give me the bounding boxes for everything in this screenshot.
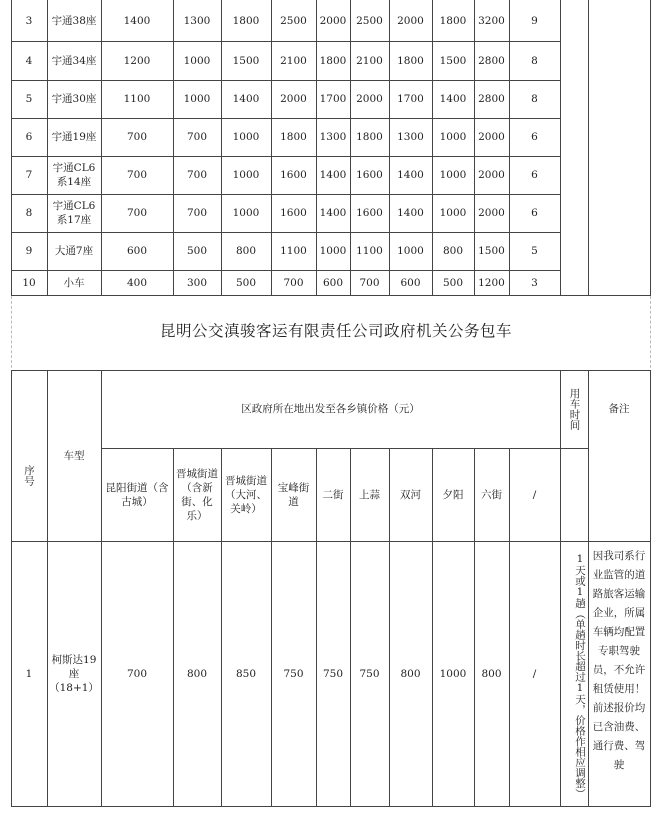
- price-cell: 700: [359, 276, 380, 289]
- price-cell: 2000: [478, 169, 505, 181]
- price-cell: 2000: [319, 14, 347, 27]
- header-destination: 上蒜: [359, 488, 380, 501]
- price-cell: 1000: [439, 169, 467, 181]
- vehicle-model: 柯斯达19座（18+1）: [49, 653, 99, 694]
- price-cell: 1400: [397, 207, 424, 219]
- table-column-border: [650, 370, 651, 807]
- price-cell: 700: [126, 131, 148, 143]
- price-cell: 750: [322, 667, 344, 680]
- header-destination: 双河: [400, 488, 421, 501]
- price-cell: 3200: [478, 14, 505, 27]
- row-number: 3: [25, 14, 33, 27]
- price-cell: 1700: [397, 93, 424, 105]
- price-cell: 1000: [232, 131, 260, 143]
- price-cell: 800: [186, 667, 208, 680]
- price-cell: 1500: [439, 54, 467, 67]
- row-number: 9: [25, 245, 33, 257]
- price-cell: 2000: [397, 14, 424, 27]
- price-cell: 1000: [183, 93, 211, 105]
- price-cell: 750: [359, 667, 380, 680]
- price-cell: 5: [531, 245, 538, 257]
- header-destination: 夕阳: [442, 488, 464, 501]
- price-cell: 1000: [397, 245, 424, 257]
- header-usage-time: 用车时间: [568, 388, 581, 430]
- price-cell: 1400: [123, 14, 151, 27]
- row-number: 1: [25, 667, 33, 680]
- document-title: 昆明公交滇骏客运有限责任公司政府机关公务包车: [159, 322, 512, 340]
- header-vehicle-model: 车型: [63, 449, 85, 462]
- price-cell: 400: [126, 276, 148, 289]
- header-destination: 晋城街道（大河、关岭）: [225, 474, 267, 515]
- price-cell: 1300: [397, 131, 424, 143]
- price-cell: 2100: [356, 54, 383, 67]
- remark-note: 因我司系行业监管的道路旅客运输企业，所属车辆均配置专职驾驶员，不允许租赁使用！前述报价均已含油费、通行费、驾驶: [592, 550, 646, 771]
- price-cell: 6: [531, 131, 538, 143]
- price-cell: 1200: [478, 276, 505, 289]
- price-cell: 1400: [319, 207, 347, 219]
- price-cell: 6: [531, 169, 538, 181]
- price-cell: 2500: [280, 14, 307, 27]
- vehicle-model: 宇通30座: [51, 93, 97, 105]
- row-number: 6: [25, 131, 33, 143]
- price-cell: 1100: [280, 245, 307, 257]
- price-cell: 1000: [232, 169, 260, 181]
- price-cell: 1300: [319, 131, 347, 143]
- price-cell: 6: [531, 207, 538, 219]
- price-cell: 2800: [478, 93, 505, 105]
- price-cell: 750: [283, 667, 304, 680]
- row-number: 10: [22, 276, 36, 289]
- price-cell: 700: [126, 207, 148, 219]
- row-number: 7: [25, 169, 33, 181]
- price-cell: 1600: [356, 207, 383, 219]
- price-cell: 1000: [232, 207, 260, 219]
- price-cell: 600: [126, 245, 148, 257]
- price-cell: /: [532, 667, 537, 680]
- price-cell: 700: [126, 667, 148, 680]
- usage-time-note: 1天或1趟（单趟时长超过1天，价格作相应调整）: [574, 552, 586, 799]
- price-cell: 700: [186, 169, 208, 181]
- row-number: 8: [25, 207, 33, 219]
- price-cell: 850: [235, 667, 257, 680]
- price-cell: 1800: [397, 54, 424, 67]
- price-cell: 1800: [319, 54, 347, 67]
- price-cell: 9: [531, 14, 538, 27]
- price-cell: 1000: [439, 207, 467, 219]
- price-cell: 8: [531, 54, 538, 67]
- price-cell: 2000: [356, 93, 383, 105]
- vehicle-model: 小车: [63, 276, 85, 289]
- vehicle-model: 宇通38座: [51, 14, 97, 27]
- price-cell: 1800: [280, 131, 307, 143]
- header-destination: /: [532, 488, 537, 501]
- price-cell: 800: [400, 667, 421, 680]
- price-cell: 2000: [280, 93, 307, 105]
- table-row-border: [560, 295, 651, 296]
- price-cell: 600: [400, 276, 421, 289]
- price-cell: 1400: [439, 93, 467, 105]
- header-remark: 备注: [608, 403, 630, 415]
- price-cell: 1800: [439, 14, 467, 27]
- price-cell: 1600: [280, 169, 307, 181]
- vehicle-model: 宇通CL6系14座: [52, 162, 96, 188]
- price-cell: 2000: [478, 131, 505, 143]
- header-price-group: 区政府所在地出发至各乡镇价格（元）: [241, 403, 420, 415]
- price-cell: 1300: [183, 14, 211, 27]
- price-cell: 700: [186, 207, 208, 219]
- header-destination: 二街: [322, 488, 344, 501]
- price-cell: 500: [186, 245, 208, 257]
- price-cell: 600: [322, 276, 344, 289]
- price-cell: 1000: [183, 54, 211, 67]
- price-cell: 2500: [356, 14, 383, 27]
- price-cell: 1100: [123, 93, 151, 105]
- table-column-border: [650, 0, 651, 296]
- price-cell: 800: [235, 245, 257, 257]
- price-cell: 1400: [232, 93, 260, 105]
- row-number: 4: [25, 54, 33, 67]
- vehicle-model: 宇通34座: [51, 54, 97, 67]
- price-cell: 1200: [123, 54, 151, 67]
- vehicle-model: 宇通19座: [51, 131, 97, 143]
- price-cell: 1600: [356, 169, 383, 181]
- header-row-number: 序号: [23, 465, 35, 486]
- header-destination: 宝峰街道: [277, 481, 310, 508]
- price-cell: 3: [531, 276, 538, 289]
- table-row-border: [11, 295, 561, 296]
- table-row-border: [11, 806, 651, 807]
- table-column-border: [588, 0, 589, 296]
- price-cell: 500: [442, 276, 464, 289]
- price-cell: 1700: [319, 93, 347, 105]
- price-cell: 1500: [478, 245, 505, 257]
- price-cell: 1400: [397, 169, 424, 181]
- price-cell: 2000: [478, 207, 505, 219]
- price-cell: 800: [481, 667, 502, 680]
- price-cell: 1400: [319, 169, 347, 181]
- vehicle-model: 宇通CL6系17座: [52, 200, 96, 226]
- table-row-border: [560, 448, 589, 449]
- price-cell: 700: [126, 169, 148, 181]
- price-cell: 500: [235, 276, 257, 289]
- price-cell: 2800: [478, 54, 505, 67]
- price-cell: 8: [531, 93, 538, 105]
- price-cell: 1000: [319, 245, 347, 257]
- price-cell: 800: [442, 245, 464, 257]
- header-destination: 六街: [481, 488, 502, 501]
- price-cell: 300: [186, 276, 208, 289]
- price-cell: 2100: [280, 54, 307, 67]
- price-cell: 700: [283, 276, 304, 289]
- price-cell: 700: [186, 131, 208, 143]
- price-cell: 1000: [439, 667, 467, 680]
- header-destination: 晋城街道（含新街、化乐）: [176, 467, 218, 522]
- price-cell: 1000: [439, 131, 467, 143]
- row-number: 5: [25, 93, 33, 105]
- header-destination: 昆阳街道（含古城）: [105, 481, 169, 508]
- vehicle-model: 大通7座: [54, 245, 94, 257]
- table-column-border: [560, 0, 561, 296]
- price-cell: 1800: [232, 14, 260, 27]
- price-cell: 1100: [356, 245, 383, 257]
- price-cell: 1500: [232, 54, 260, 67]
- price-cell: 1800: [356, 131, 383, 143]
- price-cell: 1600: [280, 207, 307, 219]
